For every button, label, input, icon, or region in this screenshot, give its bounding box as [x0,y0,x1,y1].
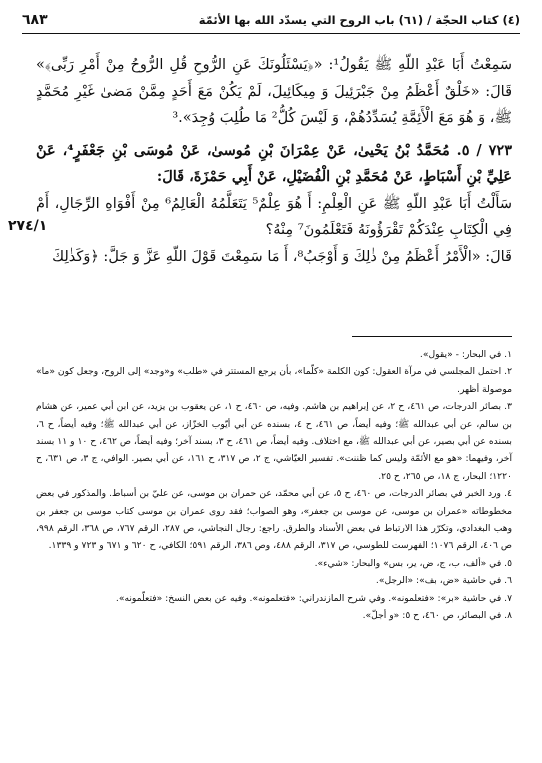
footnote-6: ٦. في حاشية «ض، بف»: «الرجل». [375,575,512,587]
footnote-3: ٣. بصائر الدرجات، ص ٤٦١، ح ٢، عن إبراهيم بن هاشم. وفيه، ص ٤٦٠، ح ١، عن يعقوب بن يزيد، عن ابن أبي عمير، عن هشام بن سالم، عن أبي عبدالله ﷺ؛ وفيه أيضاً، ص ٤٦١، ح ٤، بسنده عن أبي أيّوب الخزّاز، عن أبي عبدالله ﷺ؛ وفيه أيضاً، ح ٦، بسنده عن أبي بصير، عن أبي عبدالله ﷺ، مع اختلاف. وفيه أيضاً، ص ٤٦١، ح ٣، بسند آخر؛ وفيه أيضاً، ص ٤٦٢، ح ١٠ و ١١ بسند آخر، وفيهما: «هو مع الأئمّة وليس كما ظننت». تفسير العيّاشي، ج ٢، ص ٣١٧، ح ١٦١، عن أبي بصير. الوافي، ج ٣، ص ٦٣١، ح ١٢٢٠؛ البحار، ج ١٨، ص ٢٦٥، ح ٢٥. [36,401,512,482]
footnote-4: ٤. ورد الخبر في بصائر الدرجات، ص ٤٦٠، ح ٥، عن أبي محمّد، عن حمران بن موسى، عن عليّ بن أسباط. والمذكور في بعض مخطوطاته «عمران بن موسى، عن موسى بن جعفر»، وهو الصواب؛ فقد روى عمران بن موسى كتاب موسى بن جعفر بن وهب البغدادي، وتكرّر هذا الارتباط في بعض الأسناد والطرق. راجع: رجال النجاشي، ص ٢٨٧، الرقم ٧٦٧، ص ٣٦٨، الرقم ٩٩٨، ص ٤٠٦، الرقم ١٠٧٦؛ الفهرست للطوسي، ص ٣١٧، الرقم ٤٨٨، وص ٣٨٦، الرقم ٥٩١؛ الكافي، ح ٦٢٠ و ٦٧١ و ٧٢٣ و ١٣٣٩. [36,488,513,552]
main-text [36,52,512,270]
hadith-5-question: سَأَلْتُ أَبَا عَبْدِ اللّهِ ﷺ عَنِ الْعِلْمِ: أَ هُوَ عِلْمٌ⁵ يَتَعَلَّمُهُ الْعَالِمُ⁶ مِنْ أَفْوَاهِ الرِّجَالِ، أَمْ فِي الْكِتَابِ عِنْدَكُمْ تَقْرَؤُونَهُ فَتَعْلَمُونَ⁷ مِنْهُ؟ [36,195,512,238]
footnote-5: ٥. في «ألف، ب، ج، ض، ير، بس» والبحار: «شيء». [314,557,512,569]
hadith-5-chain: ٧٢٣ / ٥. مُحَمَّدُ بْنُ يَحْيىٰ، عَنْ عِمْرَانَ بْنِ مُوسىٰ، عَنْ مُوسَى بْنِ جَعْفَرٍ⁴، عَنْ عَلِيِّ بْنِ أَسْبَاطٍ، عَنْ مُحَمَّدِ بْنِ الْفُضَيْلِ، عَنْ أَبِي حَمْزَةَ، قَالَ: [36,141,512,185]
hadith-4-text: سَمِعْتُ أَبَا عَبْدِ اللّهِ ﷺ يَقُولُ¹: «﴿يَسْئَلُونَكَ عَنِ الرُّوحِ قُلِ الرُّوحُ مِنْ أَمْرِ رَبِّى﴾» قَالَ: «خَلْقٌ أَعْظَمُ مِنْ جَبْرَئِيلَ وَ مِيكَائِيلَ، لَمْ يَكُنْ مَعَ أَحَدٍ مِمَّنْ مَضىٰ غَيْرِ مُحَمَّدٍ ﷺ، وَ هُوَ مَعَ الْأَئِمَّةِ يُسَدِّدُهُمْ، وَ لَيْسَ كُلُّ² مَا طُلِبَ وُجِدَ».³ [36,57,512,126]
header-divider [22,33,520,34]
page-header [22,10,520,30]
page-number: ٦٨٣ [22,12,48,28]
footnote-7: ٧. في حاشية «بر»: «فتعلمونه». وفي شرح المازندراني: «فتعلمونه». وفيه عن بعض النسخ: «فتعلّمونه». [115,592,512,604]
footnote-8: ٨. في البصائر، ص ٤٦٠، ح ٥: «و أجلّ». [362,610,512,622]
footnote-2: ٢. احتمل المجلسي في مرآة العقول: كون الكلمة «كلّما»، بأن يرجع المستتر في «طلب» و«وجد» إلى الروح، وجعل كون «ما» موصولة أظهر. [36,366,512,395]
hadith-5-answer: قَالَ: «الْأَمْرُ أَعْظَمُ مِنْ ذٰلِكَ وَ أَوْجَبُ⁸، أَ مَا سَمِعْتَ قَوْلَ اللّهِ عَزَّ وَ جَلَّ: ﴿وَكَذٰلِكَ [52,248,512,265]
footnotes [36,346,512,625]
margin-reference: ٢٧٤/١ [8,218,48,234]
running-title: (٤) كتاب الحجّة / (٦١) باب الروح التي يسدّد الله بها الأئمّة [198,13,520,27]
footnote-divider [352,336,512,337]
footnote-1: ١. في البحار: - «يقول». [419,349,512,360]
